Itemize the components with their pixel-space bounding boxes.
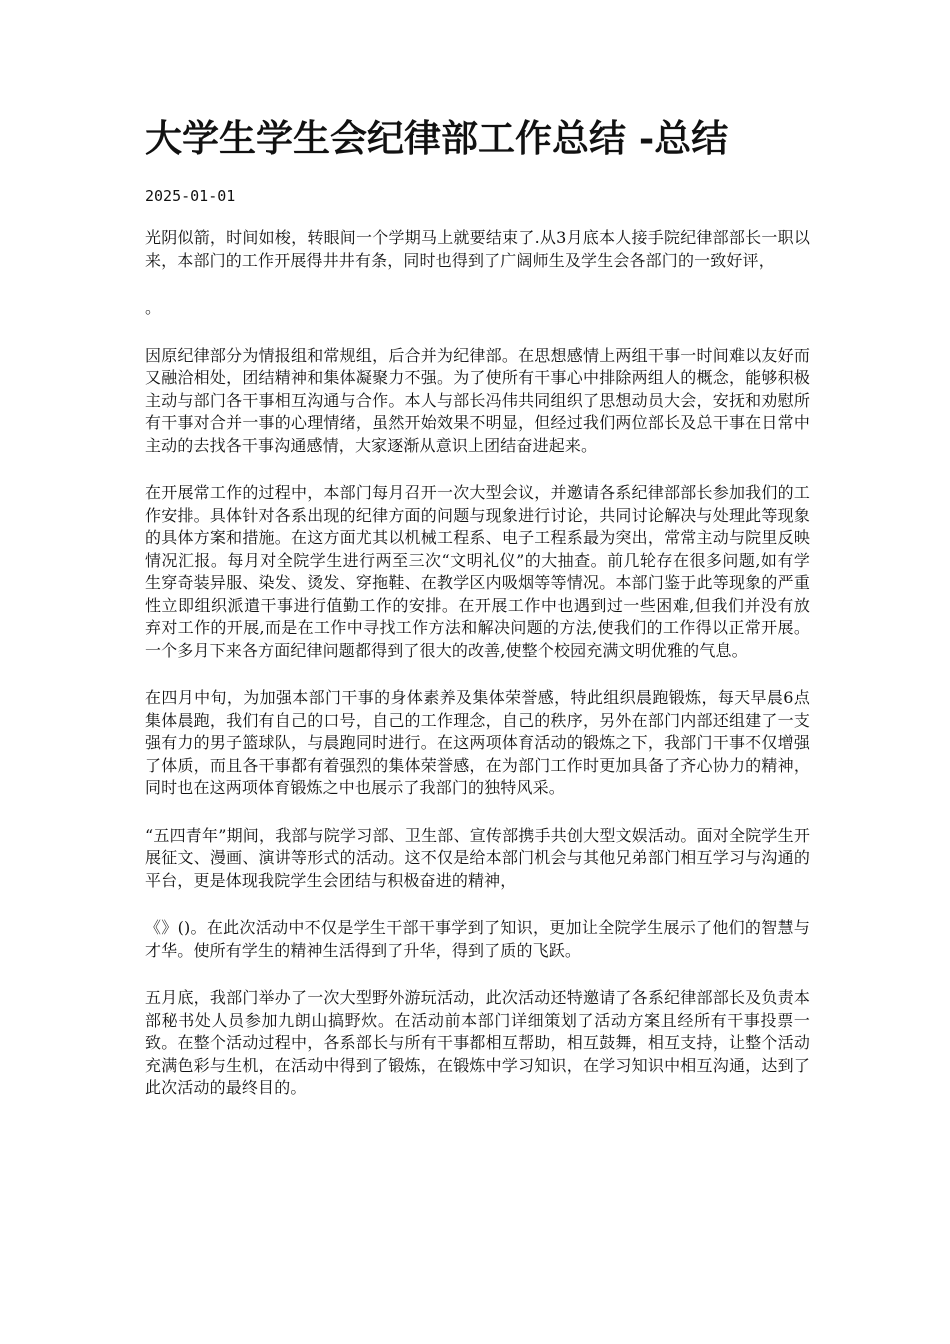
paragraph-activity-result: 《》()。在此次活动中不仅是学生干部干事学到了知识，更加让全院学生展示了他们的智慧与才华。使所有学生的精神生活得到了升华，得到了质的飞跃。 [145, 918, 810, 960]
document-body [145, 227, 810, 1100]
paragraph-period: 。 [145, 298, 162, 317]
document-title: 大学生学生会纪律部工作总结 -总结 [145, 116, 729, 160]
paragraph-intro: 光阴似箭，时间如梭，转眼间一个学期马上就要结束了.从3月底本人接手院纪律部部长一职以来，本部门的工作开展得井井有条，同时也得到了广阔师生及学生会各部门的一致好评， [145, 228, 810, 270]
document-date: 2025-01-01 [145, 187, 236, 205]
document-page [145, 112, 810, 1125]
paragraph-may-fourth: “五四青年”期间，我部与院学习部、卫生部、宣传部携手共创大型文娱活动。面对全院学生开展征文、漫画、演讲等形式的活动。这不仅是给本部门机会与其他兄弟部门相互学习与沟通的平台，更是体现我院学生会团结与积极奋进的精神， [145, 825, 810, 890]
paragraph-routine-work: 在开展常工作的过程中，本部门每月召开一次大型会议，并邀请各系纪律部部长参加我们的工作安排。具体针对各系出现的纪律方面的问题与现象进行讨论，共同讨论解决与处理此等现象的具体方案和措施。在这方面尤其以机械工程系、电子工程系最为突出，常常主动与院里反映情况汇报。每月对全院学生进行两至三次“文明礼仪”的大抽查。前几轮存在很多问题,如有学生穿奇装异服、染发、烫发、穿拖鞋、在教学区内吸烟等等情况。本部门鉴于此等现象的严重性立即组织派遣干事进行值勤工作的安排。在开展工作中也遇到过一些困难,但我们并没有放弃对工作的开展,而是在工作中寻找工作方法和解决问题的方法,使我们的工作得以正常开展。一个多月下来各方面纪律问题都得到了很大的改善,使整个校园充满文明优雅的气息。 [145, 483, 810, 660]
paragraph-outing: 五月底，我部门举办了一次大型野外游玩活动，此次活动还特邀请了各系纪律部部长及负责本部秘书处人员参加九朗山搞野炊。在活动前本部门详细策划了活动方案且经所有干事投票一致。在整个活动过程中，各系部长与所有干事都相互帮助，相互鼓舞，相互支持，让整个活动充满色彩与生机，在活动中得到了锻炼，在锻炼中学习知识，在学习知识中相互沟通，达到了此次活动的最终目的。 [145, 988, 810, 1097]
paragraph-merger: 因原纪律部分为情报组和常规组，后合并为纪律部。在思想感情上两组干事一时间难以友好而又融洽相处，团结精神和集体凝聚力不强。为了使所有干事心中排除两组人的概念，能够积极主动与部门各干事相互沟通与合作。本人与部长冯伟共同组织了思想动员大会，安抚和劝慰所有干事对合并一事的心理情绪，虽然开始效果不明显，但经过我们两位部长及总干事在日常中主动的去找各干事沟通感情，大家逐渐从意识上团结奋进起来。 [145, 345, 810, 455]
paragraph-morning-run: 在四月中旬，为加强本部门干事的身体素养及集体荣誉感，特此组织晨跑锻炼，每天早晨6点集体晨跑，我们有自己的口号，自己的工作理念，自己的秩序，另外在部门内部还组建了一支强有力的男子篮球队，与晨跑同时进行。在这两项体育活动的锻炼之下，我部门干事不仅增强了体质，而且各干事都有着强烈的集体荣誉感，在为部门工作时更加具备了齐心协力的精神，同时也在这两项体育锻炼之中也展示了我部门的独特风采。 [145, 688, 810, 797]
